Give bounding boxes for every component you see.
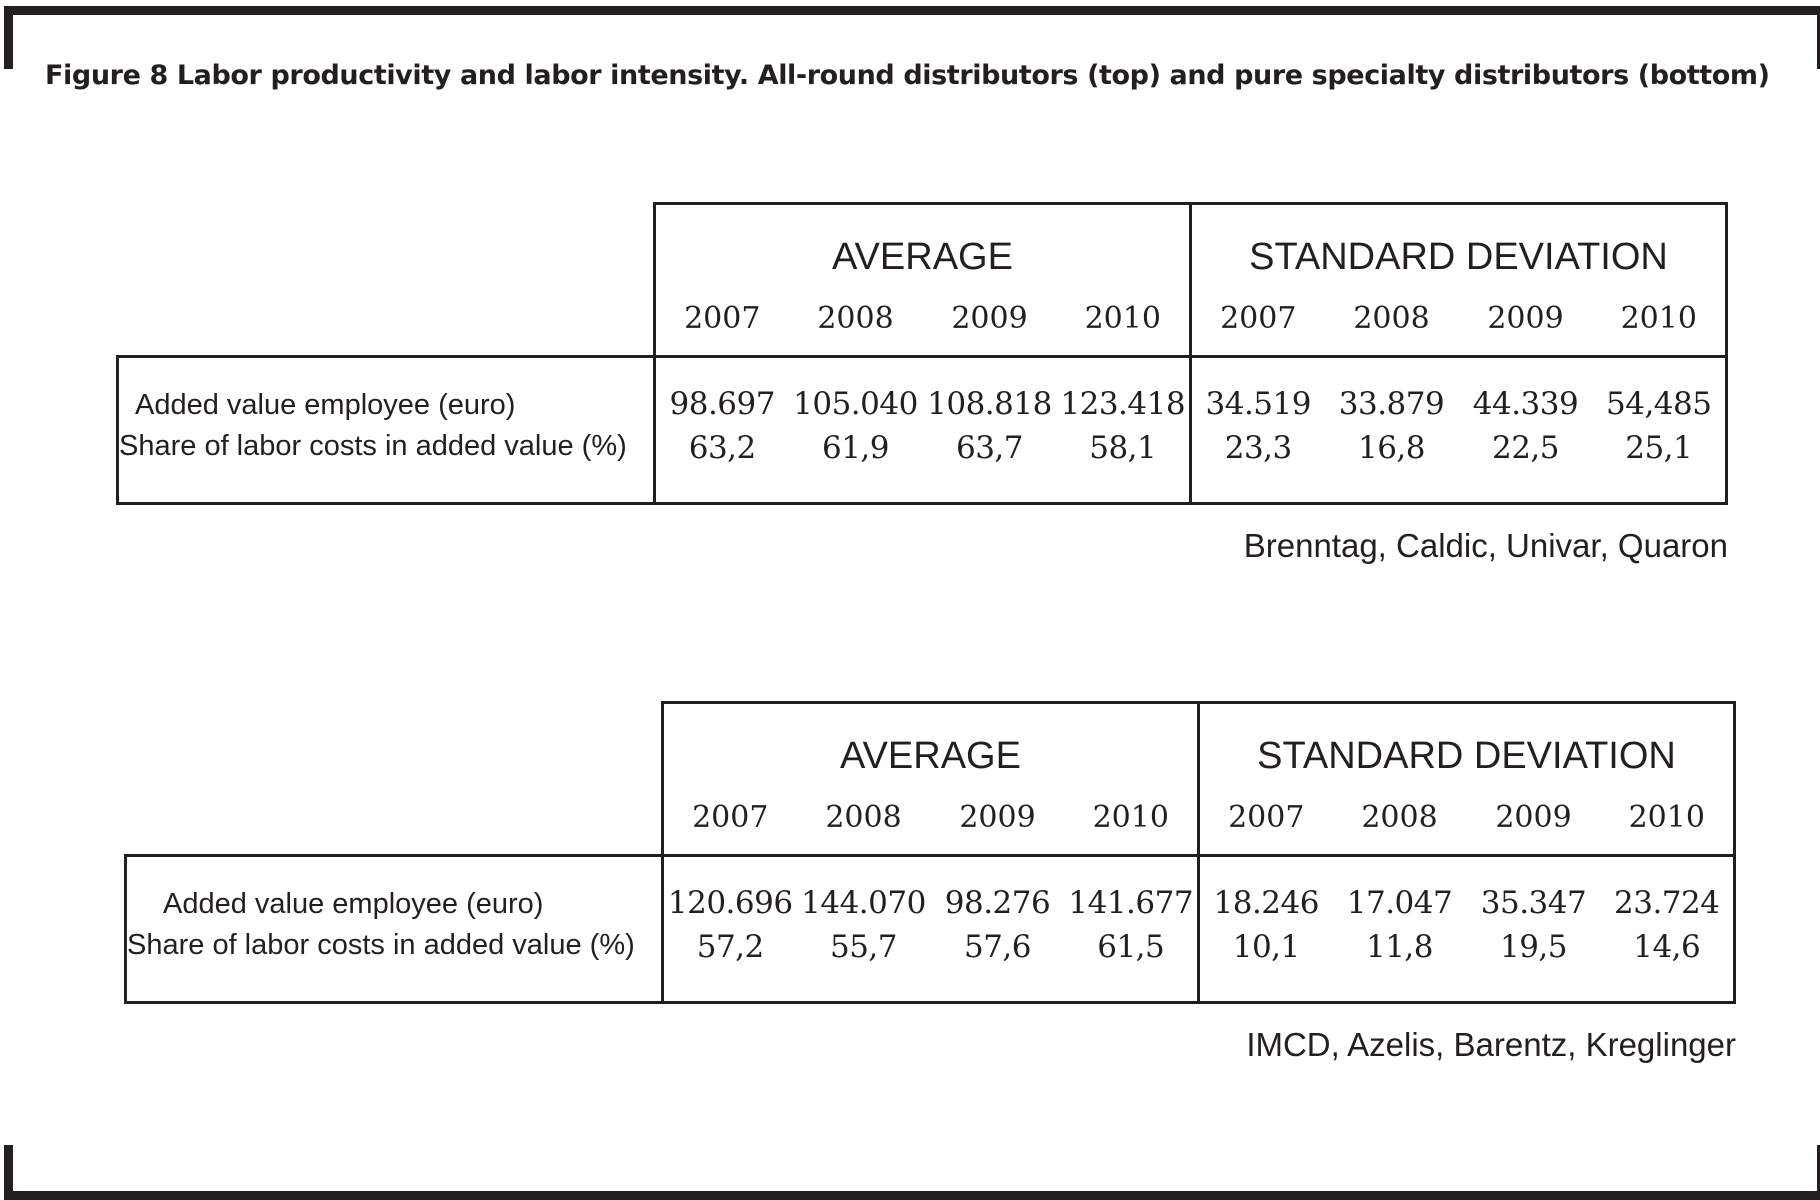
cell-value: 11,8	[1333, 921, 1467, 1003]
data-table	[124, 701, 1736, 1004]
table-pure-specialty-distributors	[124, 701, 1736, 1064]
year-header: 2009	[959, 799, 1036, 835]
table-row	[126, 856, 1735, 922]
year-header: 2009	[1495, 799, 1572, 835]
cell-value: 33.879	[1325, 357, 1459, 423]
cell-value: 123.418	[1057, 357, 1191, 423]
header-average: AVERAGE	[655, 204, 1191, 282]
year-header: 2007	[1199, 780, 1333, 856]
cell-value: 144.070	[797, 856, 931, 922]
cell-value: 63,7	[923, 422, 1057, 504]
cell-value: 98.276	[931, 856, 1065, 922]
empty-corner-cell	[126, 703, 663, 781]
cell-value: 57,2	[663, 921, 797, 1003]
header-average: AVERAGE	[663, 703, 1199, 781]
cell-value: 14,6	[1601, 921, 1735, 1003]
year-header: 2008	[1361, 799, 1438, 835]
row-label: Share of labor costs in added value (%)	[126, 921, 663, 1003]
year-header: 2010	[1593, 281, 1727, 357]
cell-value: 16,8	[1325, 422, 1459, 504]
empty-corner-cell	[118, 204, 655, 282]
cell-value: 34.519	[1191, 357, 1325, 423]
year-header: 2010	[1092, 799, 1169, 835]
table-row	[118, 357, 1727, 423]
year-header: 2007	[663, 780, 797, 856]
cell-value: 120.696	[663, 856, 797, 922]
year-header: 2008	[1353, 300, 1430, 336]
cell-value: 55,7	[797, 921, 931, 1003]
empty-corner-cell	[126, 780, 663, 856]
header-standard-deviation: STANDARD DEVIATION	[1199, 703, 1735, 781]
row-label: Share of labor costs in added value (%)	[118, 422, 655, 504]
cell-value: 23.724	[1601, 856, 1735, 922]
empty-corner-cell	[118, 281, 655, 357]
cell-value: 17.047	[1333, 856, 1467, 922]
year-header: 2008	[825, 799, 902, 835]
year-header: 2007	[1191, 281, 1325, 357]
source-note: IMCD, Azelis, Barentz, Kreglinger	[1246, 1026, 1736, 1063]
cell-value: 18.246	[1199, 856, 1333, 922]
year-header: 2009	[1487, 300, 1564, 336]
cell-value: 23,3	[1191, 422, 1325, 504]
cell-value: 63,2	[655, 422, 789, 504]
cell-value: 54,485	[1593, 357, 1727, 423]
header-standard-deviation: STANDARD DEVIATION	[1191, 204, 1727, 282]
year-header: 2009	[951, 300, 1028, 336]
frame-bottom-bracket	[4, 1145, 1820, 1200]
cell-value: 108.818	[923, 357, 1057, 423]
figure-caption: Figure 8 Labor productivity and labor intensity. All-round distributors (top) and pure specialty distributors (bottom)	[45, 60, 1770, 91]
year-header: 2008	[817, 300, 894, 336]
cell-value: 105.040	[789, 357, 923, 423]
cell-value: 141.677	[1065, 856, 1199, 922]
source-note: Brenntag, Caldic, Univar, Quaron	[1243, 527, 1728, 564]
cell-value: 22,5	[1459, 422, 1593, 504]
cell-value: 25,1	[1593, 422, 1727, 504]
table-all-round-distributors	[116, 202, 1728, 565]
table-row	[126, 921, 1735, 1003]
year-header: 2007	[655, 281, 789, 357]
cell-value: 35.347	[1467, 856, 1601, 922]
row-label: Added value employee (euro)	[126, 856, 663, 922]
year-header: 2010	[1084, 300, 1161, 336]
cell-value: 61,5	[1065, 921, 1199, 1003]
cell-value: 58,1	[1057, 422, 1191, 504]
cell-value: 44.339	[1459, 357, 1593, 423]
cell-value: 61,9	[789, 422, 923, 504]
year-header: 2010	[1601, 780, 1735, 856]
data-table	[116, 202, 1728, 505]
cell-value: 10,1	[1199, 921, 1333, 1003]
cell-value: 98.697	[655, 357, 789, 423]
cell-value: 57,6	[931, 921, 1065, 1003]
row-label: Added value employee (euro)	[118, 357, 655, 423]
table-row	[118, 422, 1727, 504]
cell-value: 19,5	[1467, 921, 1601, 1003]
